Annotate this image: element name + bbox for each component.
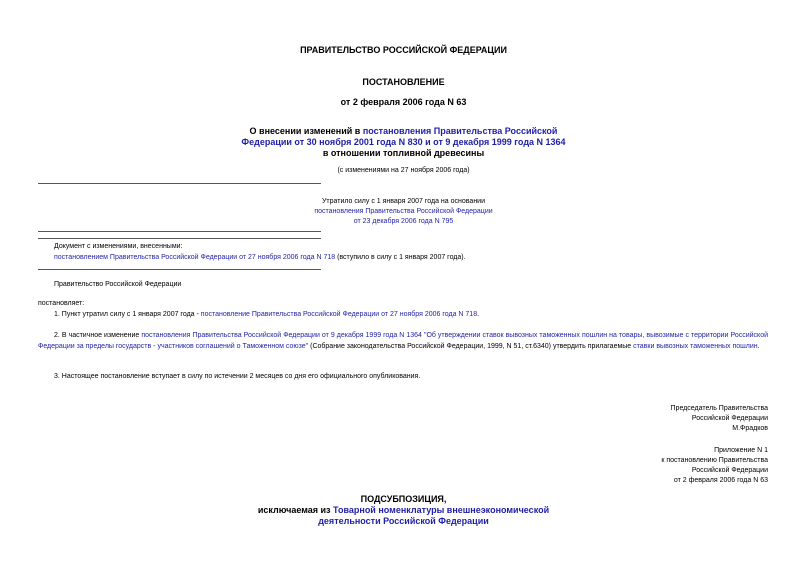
p2-link[interactable]: постановления Правительства Российской Федерации от 9 декабря 1999 года N 1364 "Об утверждении ставок вывозных таможенных пошлин на товары, вывозимые с территории Российской Федерации за пределы государств - участников соглашений о Таможенном союзе": [38, 332, 768, 350]
government-heading: ПРАВИТЕЛЬСТВО РОССИЙСКОЙ ФЕДЕРАЦИИ: [300, 45, 507, 55]
issuer: Правительство Российской Федерации: [54, 281, 182, 288]
subposition-title: ПОДСУБПОЗИЦИЯ,: [360, 494, 447, 504]
paragraph-2: [38, 331, 768, 352]
subposition-link-line1[interactable]: Товарной номенклатуры внешнеэкономической: [333, 505, 550, 515]
subposition-link-line2[interactable]: деятельности Российской Федерации: [318, 516, 489, 526]
p1-text: 1. Пункт утратил силу с 1 января 2007 года -: [54, 311, 201, 318]
subposition-heading: [0, 494, 807, 527]
appendix-line3: Российской Федерации: [691, 467, 768, 474]
lapsed-link-line1[interactable]: постановления Правительства Российской Федерации: [314, 208, 493, 215]
signature-line2: Российской Федерации: [691, 415, 768, 422]
signature-line1: Председатель Правительства: [670, 405, 768, 412]
lapsed-link-line2[interactable]: от 23 декабря 2006 года N 795: [353, 218, 454, 225]
p2-mid: (Собрание законодательства Российской Федерации, 1999, N 51, ст.6340) утвердить прилагаемые: [308, 342, 634, 350]
changes-suffix: (вступило в силу с 1 января 2007 года).: [335, 254, 466, 261]
divider: [38, 231, 321, 232]
lapsed-note: [0, 197, 807, 227]
divider: [38, 238, 321, 239]
document-date-number: от 2 февраля 2006 года N 63: [340, 97, 467, 107]
changes-label: Документ с изменениями, внесенными:: [54, 243, 183, 250]
paragraph-1: [54, 311, 479, 318]
resolves: постановляет:: [38, 300, 85, 307]
amended-note: (с изменениями на 27 ноября 2006 года): [337, 167, 470, 174]
p2-end: .: [757, 342, 760, 350]
p1-end: .: [477, 311, 480, 318]
changes-link[interactable]: постановлением Правительства Российской Федерации от 27 ноября 2006 года N 718: [54, 254, 336, 261]
divider: [38, 269, 321, 270]
document-title: [0, 126, 807, 159]
title-link-line1[interactable]: постановления Правительства Российской: [362, 126, 558, 136]
p1-link[interactable]: постановление Правительства Российской Федерации от 27 ноября 2006 года N 718: [200, 311, 478, 318]
p2-link2[interactable]: ставки вывозных таможенных пошлин: [633, 342, 758, 350]
appendix-block: [661, 446, 768, 486]
title-link-line2[interactable]: Федерации от 30 ноября 2001 года N 830 и от 9 декабря 1999 года N 1364: [241, 137, 566, 147]
document-type: ПОСТАНОВЛЕНИЕ: [362, 77, 445, 87]
divider: [38, 183, 321, 184]
subposition-prefix: исключаемая из: [257, 505, 334, 515]
signature-block: [671, 404, 768, 434]
appendix-line1: Приложение N 1: [714, 447, 768, 454]
changes-line: [54, 254, 466, 261]
signature-line3: М.Фрадков: [732, 425, 768, 432]
p2-text: 2. В частичное изменение: [54, 332, 142, 339]
appendix-line4: от 2 февраля 2006 года N 63: [673, 477, 768, 484]
lapsed-line1: Утратило силу с 1 января 2007 года на основании: [321, 198, 486, 205]
paragraph-3: 3. Настоящее постановление вступает в силу по истечении 2 месяцев со дня его официального опубликования.: [54, 373, 421, 380]
title-prefix: О внесении изменений в: [249, 126, 363, 136]
title-suffix: в отношении топливной древесины: [322, 148, 485, 158]
appendix-line2: к постановлению Правительства: [661, 457, 768, 464]
